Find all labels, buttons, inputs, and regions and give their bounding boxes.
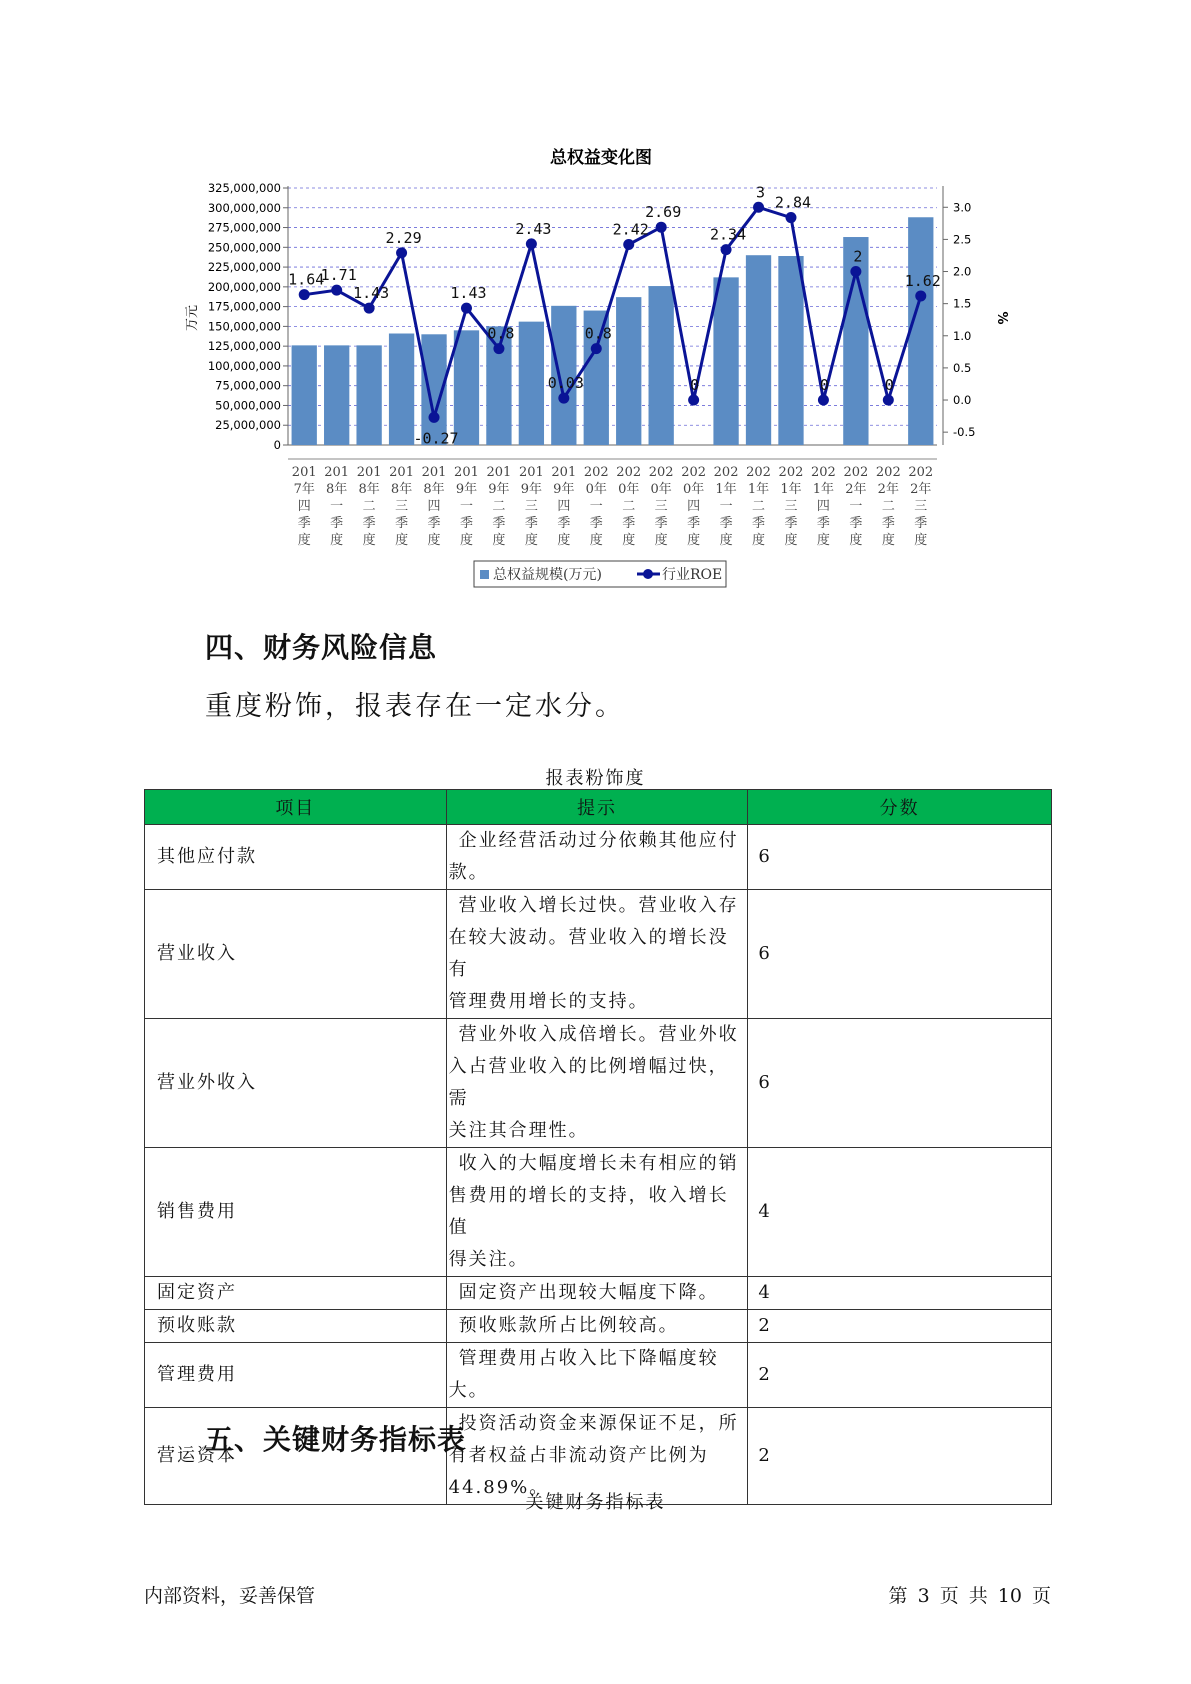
roe-point xyxy=(688,395,699,406)
y2-tick-label: 0.0 xyxy=(953,393,972,408)
x-tick-label: 202 xyxy=(843,465,869,480)
row-hint-line: 管理费用占收入比下降幅度较大。 xyxy=(448,1348,719,1401)
bar xyxy=(454,330,479,445)
row-item: 其他应付款 xyxy=(145,825,447,890)
x-tick-label: 201 xyxy=(421,465,447,480)
x-tick-label: 201 xyxy=(389,465,414,480)
row-hint xyxy=(446,825,748,890)
x-tick-label: 201 xyxy=(454,465,479,480)
bar xyxy=(324,345,349,445)
roe-point xyxy=(493,343,504,354)
x-tick-label: 0年 xyxy=(618,482,640,497)
x-tick-label: 四 xyxy=(687,499,701,514)
row-hint-line: 管理费用增长的支持。 xyxy=(448,991,649,1012)
x-tick-label: 四 xyxy=(816,499,830,514)
x-tick-label: 三 xyxy=(784,499,798,514)
y2-tick-label: 0.5 xyxy=(953,360,972,375)
legend-line-marker xyxy=(643,569,653,579)
row-hint-line: 收入的大幅度增长未有相应的销 xyxy=(458,1153,739,1174)
x-tick-label: 度 xyxy=(459,533,473,548)
bar xyxy=(356,345,381,445)
x-tick-label: 度 xyxy=(687,533,701,548)
roe-point xyxy=(753,202,764,213)
roe-data-label: 3 xyxy=(756,183,766,202)
x-tick-label: 季 xyxy=(622,516,636,531)
roe-data-label: 2.29 xyxy=(385,228,422,247)
row-score: 2 xyxy=(748,1310,1052,1343)
footer-page-number: 第 3 页 共 10 页 xyxy=(888,1585,1051,1607)
y-tick-label: 75,000,000 xyxy=(215,378,281,393)
x-tick-label: 二 xyxy=(622,499,636,514)
row-hint xyxy=(446,1343,748,1408)
x-tick-label: 2年 xyxy=(910,482,932,497)
row-hint-line: 入占营业收入的比例增幅过快，需 xyxy=(448,1056,729,1109)
row-hint-line: 售费用的增长的支持，收入增长值 xyxy=(448,1185,729,1238)
roe-point xyxy=(818,395,829,406)
x-tick-label: 度 xyxy=(362,533,376,548)
x-tick-label: 三 xyxy=(654,499,668,514)
y-axis-label: 万元 xyxy=(185,304,200,332)
x-tick-label: 度 xyxy=(914,533,928,548)
roe-point xyxy=(850,266,861,277)
x-tick-label: 0年 xyxy=(682,482,705,497)
table-row xyxy=(145,1148,1052,1277)
roe-point xyxy=(299,289,310,300)
x-tick-label: 9年 xyxy=(520,482,543,497)
x-tick-label: 201 xyxy=(518,465,544,480)
x-tick-label: 季 xyxy=(557,516,571,531)
row-item: 营业收入 xyxy=(145,890,447,1019)
roe-point xyxy=(461,303,472,314)
roe-point xyxy=(785,212,796,223)
x-tick-label: 一 xyxy=(719,499,733,514)
row-score: 4 xyxy=(748,1148,1052,1277)
bar xyxy=(746,255,771,445)
bar xyxy=(713,277,738,445)
row-hint-line: 营业外收入成倍增长。营业外收 xyxy=(458,1024,739,1045)
row-item: 销售费用 xyxy=(145,1148,447,1277)
x-tick-label: 201 xyxy=(324,465,350,480)
y2-tick-label: 1.5 xyxy=(953,296,972,311)
x-tick-label: 0年 xyxy=(650,482,672,497)
roe-point xyxy=(623,239,634,250)
roe-point xyxy=(558,393,569,404)
x-tick-label: 度 xyxy=(654,533,668,548)
x-tick-label: 四 xyxy=(557,499,571,514)
x-tick-label: 季 xyxy=(881,516,895,531)
row-hint-line: 款。 xyxy=(448,862,489,883)
legend-line-label: 行业ROE xyxy=(662,567,723,583)
risk-table-header xyxy=(145,790,1052,825)
row-hint xyxy=(446,890,748,1019)
section4-text: 重度粉饰，报表存在一定水分。 xyxy=(205,691,625,722)
roe-point xyxy=(721,244,732,255)
x-tick-label: 度 xyxy=(752,533,766,548)
chart-title: 总权益变化图 xyxy=(550,148,652,168)
roe-data-label: 2.42 xyxy=(612,220,649,239)
roe-data-label: 2.43 xyxy=(515,219,552,238)
table-row xyxy=(145,1277,1052,1310)
row-hint xyxy=(446,1019,748,1148)
x-tick-label: 201 xyxy=(551,465,577,480)
header-hint: 提示 xyxy=(446,790,748,825)
x-tick-label: 7年 xyxy=(293,482,315,497)
bar xyxy=(908,217,933,445)
row-score: 2 xyxy=(748,1343,1052,1408)
roe-data-label: 1.64 xyxy=(288,270,325,289)
x-tick-label: 8年 xyxy=(423,482,445,497)
roe-data-label: 2.84 xyxy=(774,193,812,212)
x-tick-label: 202 xyxy=(583,465,609,480)
roe-point xyxy=(883,395,894,406)
bar xyxy=(616,297,641,445)
y-tick-label: 300,000,000 xyxy=(207,200,281,215)
x-tick-label: 季 xyxy=(687,516,701,531)
row-score: 6 xyxy=(748,1019,1052,1148)
x-tick-label: 度 xyxy=(395,533,409,548)
x-tick-label: 季 xyxy=(524,516,538,531)
x-tick-label: 1年 xyxy=(780,482,802,497)
x-tick-label: 季 xyxy=(719,516,733,531)
x-tick-label: 201 xyxy=(486,465,512,480)
roe-data-label: 0.8 xyxy=(584,324,612,343)
y-tick-label: 0 xyxy=(273,438,281,452)
x-tick-label: 202 xyxy=(648,465,674,480)
equity-chart-svg xyxy=(0,0,1191,600)
x-tick-label: 201 xyxy=(291,465,317,480)
x-tick-label: 季 xyxy=(752,516,766,531)
x-tick-label: 度 xyxy=(719,533,733,548)
table-row xyxy=(145,825,1052,890)
x-tick-label: 季 xyxy=(654,516,668,531)
x-tick-label: 202 xyxy=(778,465,804,480)
y-tick-label: 150,000,000 xyxy=(207,319,281,334)
x-tick-label: 度 xyxy=(881,533,895,548)
x-tick-label: 202 xyxy=(908,465,934,480)
x-tick-label: 四 xyxy=(297,499,311,514)
y2-tick-label: 1.0 xyxy=(953,328,972,343)
x-tick-label: 季 xyxy=(330,516,344,531)
x-tick-label: 三 xyxy=(914,499,928,514)
row-item: 预收账款 xyxy=(145,1310,447,1343)
row-hint-line: 预收账款所占比例较高。 xyxy=(458,1315,679,1336)
x-tick-label: 度 xyxy=(784,533,798,548)
row-hint-line: 在较大波动。营业收入的增长没有 xyxy=(448,927,729,980)
x-tick-label: 一 xyxy=(849,499,863,514)
row-hint-line: 关注其合理性。 xyxy=(448,1120,589,1141)
x-tick-label: 202 xyxy=(681,465,707,480)
table-row xyxy=(145,1019,1052,1148)
row-score: 4 xyxy=(748,1277,1052,1310)
row-hint-line: 投资活动资金来源保证不足，所 xyxy=(458,1413,739,1434)
y-tick-label: 175,000,000 xyxy=(207,299,281,314)
risk-table-caption: 报表粉饰度 xyxy=(545,768,646,789)
footer-confidential: 内部资料，妥善保管 xyxy=(144,1585,316,1607)
roe-data-label: 0 xyxy=(819,376,829,395)
x-tick-label: 202 xyxy=(616,465,642,480)
x-tick-label: 8年 xyxy=(358,482,380,497)
y-tick-label: 225,000,000 xyxy=(207,260,281,275)
roe-data-label: 1.71 xyxy=(320,266,357,285)
x-tick-label: 一 xyxy=(330,499,344,514)
row-hint-line: 得关注。 xyxy=(448,1249,529,1270)
x-tick-label: 202 xyxy=(746,465,771,480)
roe-data-label: 2.69 xyxy=(645,203,682,222)
x-tick-label: 季 xyxy=(589,516,603,531)
x-tick-label: 度 xyxy=(524,533,538,548)
bar xyxy=(389,334,414,445)
x-tick-label: 季 xyxy=(459,516,473,531)
roe-data-label: 0.8 xyxy=(487,324,515,343)
x-tick-label: 8年 xyxy=(390,482,413,497)
y2-axis-label: % xyxy=(994,311,1009,325)
y-tick-label: 125,000,000 xyxy=(207,339,281,354)
bar xyxy=(519,322,544,445)
x-tick-label: 202 xyxy=(875,465,901,480)
roe-point xyxy=(396,247,407,258)
roe-data-label: 0 xyxy=(690,376,700,395)
x-tick-label: 1年 xyxy=(747,482,770,497)
x-tick-label: 季 xyxy=(297,516,311,531)
legend-bar-label: 总权益规模(万元) xyxy=(493,567,602,583)
row-hint xyxy=(446,1277,748,1310)
section4-title: 四、财务风险信息 xyxy=(205,631,438,664)
x-tick-label: 季 xyxy=(914,516,928,531)
roe-data-label: 1.43 xyxy=(353,284,390,303)
row-hint-line: 企业经营活动过分依赖其他应付 xyxy=(458,830,739,851)
risk-table xyxy=(144,789,1052,1505)
y-tick-label: 25,000,000 xyxy=(215,418,281,433)
row-score: 6 xyxy=(748,825,1052,890)
y2-tick-label: 3.0 xyxy=(953,200,972,215)
x-tick-label: 9年 xyxy=(488,482,510,497)
x-tick-label: 季 xyxy=(395,516,409,531)
bar xyxy=(778,256,803,445)
roe-point xyxy=(429,412,440,423)
y2-tick-label: 2.0 xyxy=(953,264,972,279)
roe-point xyxy=(331,285,342,296)
table-row xyxy=(145,1343,1052,1408)
x-tick-label: 2年 xyxy=(877,482,899,497)
row-item: 固定资产 xyxy=(145,1277,447,1310)
x-tick-label: 1年 xyxy=(812,482,835,497)
x-tick-label: 度 xyxy=(816,533,830,548)
row-hint xyxy=(446,1148,748,1277)
x-tick-label: 度 xyxy=(297,533,311,548)
header-score: 分数 xyxy=(748,790,1052,825)
roe-data-label: 2 xyxy=(853,247,863,266)
x-tick-label: 202 xyxy=(811,465,836,480)
y-tick-label: 250,000,000 xyxy=(207,240,281,255)
y-tick-label: 325,000,000 xyxy=(207,181,281,195)
x-tick-label: 8年 xyxy=(326,482,348,497)
x-tick-label: 四 xyxy=(427,499,441,514)
bar xyxy=(292,345,317,445)
roe-point xyxy=(364,303,375,314)
section5-title: 五、关键财务指标表 xyxy=(205,1423,467,1456)
x-tick-label: 9年 xyxy=(553,482,575,497)
header-item: 项目 xyxy=(145,790,447,825)
x-tick-label: 201 xyxy=(356,465,382,480)
y-tick-label: 275,000,000 xyxy=(207,220,281,235)
row-item: 营业外收入 xyxy=(145,1019,447,1148)
x-tick-label: 一 xyxy=(589,499,603,514)
roe-point xyxy=(591,343,602,354)
x-tick-label: 2年 xyxy=(845,482,867,497)
y-tick-label: 100,000,000 xyxy=(207,358,281,373)
x-tick-label: 度 xyxy=(849,533,863,548)
row-score: 6 xyxy=(748,890,1052,1019)
x-tick-label: 二 xyxy=(362,499,376,514)
x-tick-label: 三 xyxy=(524,499,538,514)
roe-point xyxy=(656,222,667,233)
roe-data-label: 0 xyxy=(884,376,894,395)
x-tick-label: 度 xyxy=(557,533,571,548)
x-tick-label: 季 xyxy=(784,516,798,531)
row-score: 2 xyxy=(748,1408,1052,1505)
x-tick-label: 季 xyxy=(362,516,376,531)
row-hint-line: 营业收入增长过快。营业收入存 xyxy=(458,895,739,916)
row-hint-line: 有者权益占非流动资产比例为 xyxy=(448,1445,709,1466)
row-item: 营运资本 xyxy=(145,1408,447,1505)
kpi-table-caption: 关键财务指标表 xyxy=(525,1492,666,1513)
x-tick-label: 季 xyxy=(492,516,506,531)
x-tick-label: 度 xyxy=(427,533,441,548)
y2-tick-label: -0.5 xyxy=(953,425,976,440)
row-hint-line: 44.89%。 xyxy=(448,1477,550,1498)
y-tick-label: 200,000,000 xyxy=(207,279,281,294)
x-tick-label: 9年 xyxy=(455,482,478,497)
bar xyxy=(649,286,674,445)
x-tick-label: 季 xyxy=(849,516,863,531)
roe-data-label: 1.43 xyxy=(450,284,487,303)
x-tick-label: 季 xyxy=(427,516,441,531)
legend-bar-swatch xyxy=(480,570,489,579)
x-tick-label: 季 xyxy=(816,516,830,531)
x-tick-label: 二 xyxy=(881,499,895,514)
y-tick-label: 50,000,000 xyxy=(215,398,281,413)
roe-point xyxy=(526,238,537,249)
roe-point xyxy=(915,290,926,301)
x-tick-label: 二 xyxy=(752,499,766,514)
row-item: 管理费用 xyxy=(145,1343,447,1408)
table-row xyxy=(145,1310,1052,1343)
x-tick-label: 一 xyxy=(459,499,473,514)
table-row xyxy=(145,890,1052,1019)
roe-data-label: 0.03 xyxy=(547,374,584,393)
row-hint-line: 固定资产出现较大幅度下降。 xyxy=(458,1282,719,1303)
roe-data-label: 1.62 xyxy=(904,271,941,290)
roe-data-label: 2.34 xyxy=(710,225,747,244)
x-tick-label: 0年 xyxy=(585,482,607,497)
row-hint xyxy=(446,1310,748,1343)
x-tick-label: 1年 xyxy=(715,482,737,497)
x-tick-label: 度 xyxy=(492,533,506,548)
x-tick-label: 202 xyxy=(713,465,739,480)
x-tick-label: 二 xyxy=(492,499,506,514)
x-tick-label: 三 xyxy=(395,499,409,514)
x-tick-label: 度 xyxy=(622,533,636,548)
x-tick-label: 度 xyxy=(330,533,344,548)
y2-tick-label: 2.5 xyxy=(953,232,972,247)
roe-data-label: -0.27 xyxy=(413,429,459,448)
equity-chart xyxy=(0,0,1191,600)
x-tick-label: 度 xyxy=(589,533,603,548)
